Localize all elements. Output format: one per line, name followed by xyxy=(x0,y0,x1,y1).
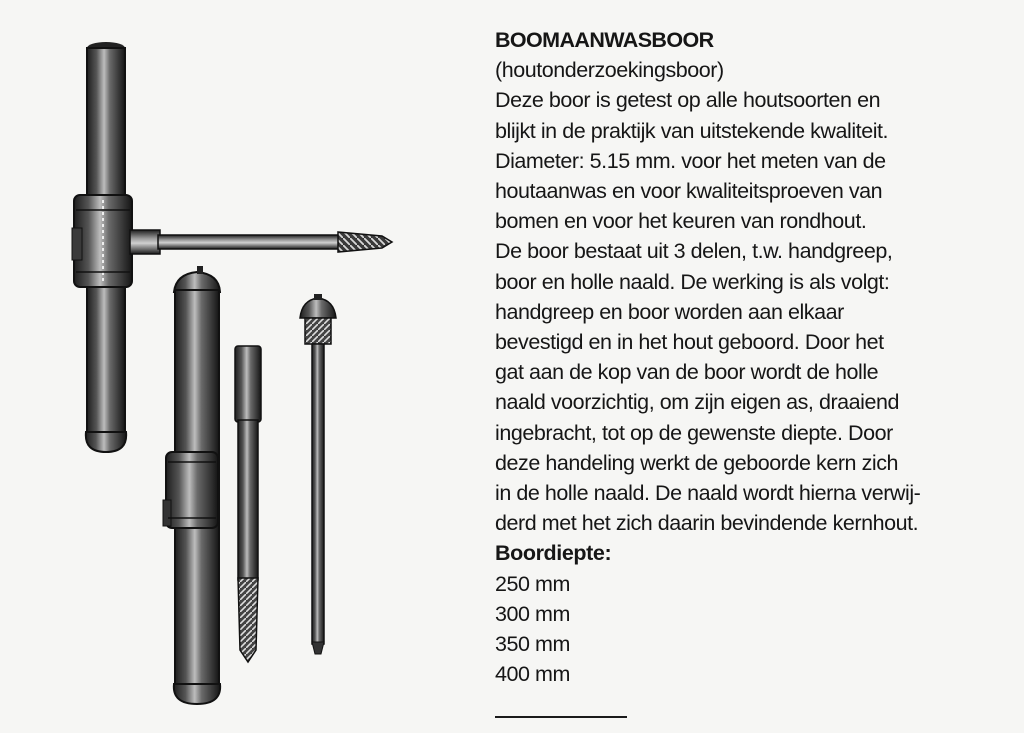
description-line: bevestigd en in het hout geboord. Door het xyxy=(495,330,884,355)
description-line: in de holle naald. De naald wordt hierna verwij- xyxy=(495,481,921,506)
handle-part xyxy=(72,42,392,452)
description-line: Diameter: 5.15 mm. voor het meten van de xyxy=(495,148,886,173)
product-subtitle: (houtonderzoekingsboor) xyxy=(495,58,724,83)
description-line: blijkt in de praktijk van uitstekende kwaliteit. xyxy=(495,118,889,143)
product-description-block xyxy=(495,25,1015,689)
product-title: BOOMAANWASBOOR xyxy=(495,28,714,52)
description-line: deze handeling werkt de geboorde kern zich xyxy=(495,450,899,475)
description-line: naald voorzichtig, om zijn eigen as, draaiend xyxy=(495,390,900,415)
section-divider xyxy=(495,716,627,718)
increment-borer-illustration xyxy=(0,0,470,733)
borer-bit-part xyxy=(235,346,261,662)
depth-item: 250 mm xyxy=(495,571,570,596)
description-line: Deze boor is getest op alle houtsoorten en xyxy=(495,88,881,113)
description-line: boor en holle naald. De werking is als volgt: xyxy=(495,269,890,294)
description-line: handgreep en boor worden aan elkaar xyxy=(495,299,844,324)
depth-heading: Boordiepte: xyxy=(495,541,612,566)
hollow-needle-part xyxy=(300,294,336,654)
depth-list xyxy=(495,569,1015,690)
description-line: bomen en voor het keuren van rondhout. xyxy=(495,209,867,234)
depth-item: 400 mm xyxy=(495,662,570,687)
description-line: De boor bestaat uit 3 delen, t.w. handgreep, xyxy=(495,239,893,264)
description-line: houtaanwas en voor kwaliteitsproeven van xyxy=(495,179,883,204)
description-line: derd met het zich daarin bevindende kernhout. xyxy=(495,511,919,536)
depth-item: 300 mm xyxy=(495,601,570,626)
depth-item: 350 mm xyxy=(495,632,570,657)
description-line: gat aan de kop van de boor wordt de holle xyxy=(495,360,879,385)
description-line: ingebracht, tot op de gewenste diepte. Door xyxy=(495,420,893,445)
borer-tube-part xyxy=(163,266,220,704)
